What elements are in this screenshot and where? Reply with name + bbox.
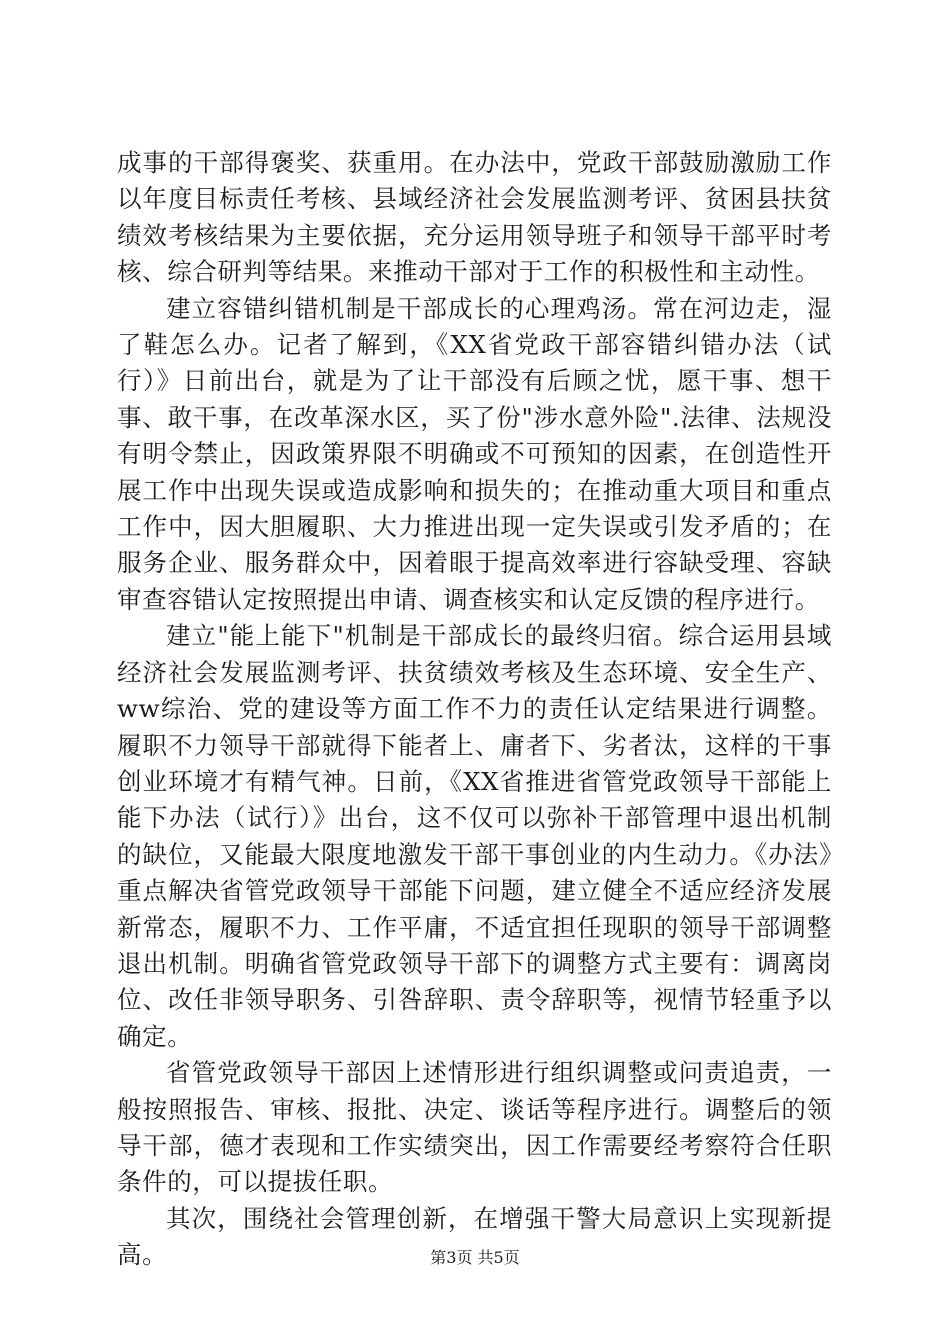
paragraph-4: 省管党政领导干部因上述情形进行组织调整或问责追责，一般按照报告、审核、报批、决定、谈话等程序进行。调整后的领导干部，德才表现和工作实绩突出，因工作需要经考察符合任职条件的，可以提拔任职。 — [117, 1058, 832, 1197]
paragraph-3: 建立"能上能下"机制是干部成长的最终归宿。综合运用县域经济社会发展监测考评、扶贫绩效考核及生态环境、安全生产、ww综治、党的建设等方面工作不力的责任认定结果进行调整。履职不力领导干部就得下能者上、庸者下、劣者汰，这样的干事创业环境才有精气神。日前，《XX省推进省管党政领导干部能上能下办法（试行）》出台，这不仅可以弥补干部管理中退出机制的缺位，又能最大限度地激发干部干事创业的内生动力。《办法》重点解决省管党政领导干部能下问题，建立健全不适应经济发展新常态，履职不力、工作平庸，不适宜担任现职的领导干部调整退出机制。明确省管党政领导干部下的调整方式主要有：调离岗位、改任非领导职务、引咎辞职、责令辞职等，视情节轻重予以确定。 — [117, 621, 832, 1051]
paragraph-1: 成事的干部得褒奖、获重用。在办法中，党政干部鼓励激励工作以年度目标责任考核、县域经济社会发展监测考评、贫困县扶贫绩效考核结果为主要依据，充分运用领导班子和领导干部平时考核、综合研判等结果。来推动干部对于工作的积极性和主动性。 — [117, 148, 832, 287]
document-body — [117, 145, 832, 1274]
paragraph-2: 建立容错纠错机制是干部成长的心理鸡汤。常在河边走，湿了鞋怎么办。记者了解到，《XX省党政干部容错纠错办法（试行）》日前出台，就是为了让干部没有后顾之忧，愿干事、想干事、敢干事，在改革深水区，买了份"涉水意外险".法律、法规没有明令禁止，因政策界限不明确或不可预知的因素，在创造性开展工作中出现失误或造成影响和损失的；在推动重大项目和重点工作中，因大胆履职、大力推进出现一定失误或引发矛盾的；在服务企业、服务群众中，因着眼于提高效率进行容缺受理、容缺审查容错认定按照提出申请、调查核实和认定反馈的程序进行。 — [117, 293, 832, 614]
paragraph-5: 其次，围绕社会管理创新，在增强干警大局意识上实现新提高。 — [117, 1203, 832, 1270]
page-footer: 第3页 共5页 — [430, 1248, 520, 1267]
